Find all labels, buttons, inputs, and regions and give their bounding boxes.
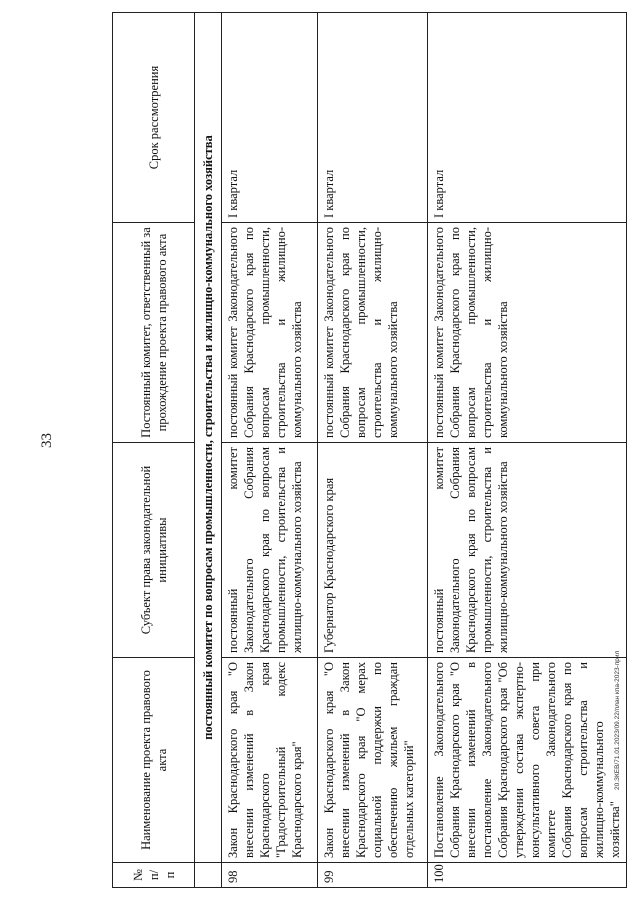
header-committee: Постоянный комитет, ответственный за прохождение проекта правового акта [113,223,195,443]
row-subject: постоянный комитет Законодательного Собрания Краснодарского края по вопросам промышленности, строительства и жилищно-коммунального хозяйства [222,443,318,658]
row-name: Постановление Законодательного Собрания Краснодарского края "О внесении изменений в постановление Законодательного Собрания Краснодарского края "Об утверждении состава экспертно-консультативного совета при комитете Законодательного Собрания Краснодарского края по вопросам строительства и жилищно-коммунального хозяйства" [428,658,627,863]
section-title: постоянный комитет по вопросам промышленности, строительства и жилищно-коммунального хозяйства [195,13,222,863]
section-spacer [195,863,222,888]
row-committee: постоянный комитет Законодательного Собрания Краснодарского края по вопросам промышленности, строительства и жилищно-коммунального хозяйства [222,223,318,443]
row-subject: постоянный комитет Законодательного Собрания Краснодарского края по вопросам промышленности, строительства и жилищно-коммунального хозяйства [428,443,627,658]
legislation-table [112,12,627,888]
table-row [318,13,428,888]
header-row [113,13,195,888]
row-term: I квартал [222,13,318,223]
row-name: Закон Краснодарского края "О внесении изменений в Закон Краснодарского края "Градостроительный кодекс Краснодарского края" [222,658,318,863]
row-subject: Губернатор Краснодарского края [318,443,428,658]
section-row [195,13,222,888]
header-term: Срок рассмотрения [113,13,195,223]
row-committee: постоянный комитет Законодательного Собрания Краснодарского края по вопросам промышленности, строительства и жилищно-коммунального хозяйства [428,223,627,443]
table-row [222,13,318,888]
footer-code: 20.ЗКЕВ/71.01.2023/09.22/план кпа-2023-прил [614,650,621,790]
header-num: № п/п [113,863,195,888]
page-number: 33 [39,433,55,448]
row-term: I квартал [318,13,428,223]
table-row [428,13,627,888]
header-subject: Субъект права законодательной инициативы [113,443,195,658]
row-term: I квартал [428,13,627,223]
header-name: Наименование проекта правового акта [113,658,195,863]
row-num: 99 [318,863,428,888]
row-num: 100 [428,863,627,888]
row-committee: постоянный комитет Законодательного Собрания Краснодарского края по вопросам промышленности, строительства и жилищно-коммунального хозяйства [318,223,428,443]
row-name: Закон Краснодарского края "О внесении изменений в Закон Краснодарского края "О мерах социальной поддержки по обеспечению жильем граждан отдельных категорий" [318,658,428,863]
row-num: 98 [222,863,318,888]
